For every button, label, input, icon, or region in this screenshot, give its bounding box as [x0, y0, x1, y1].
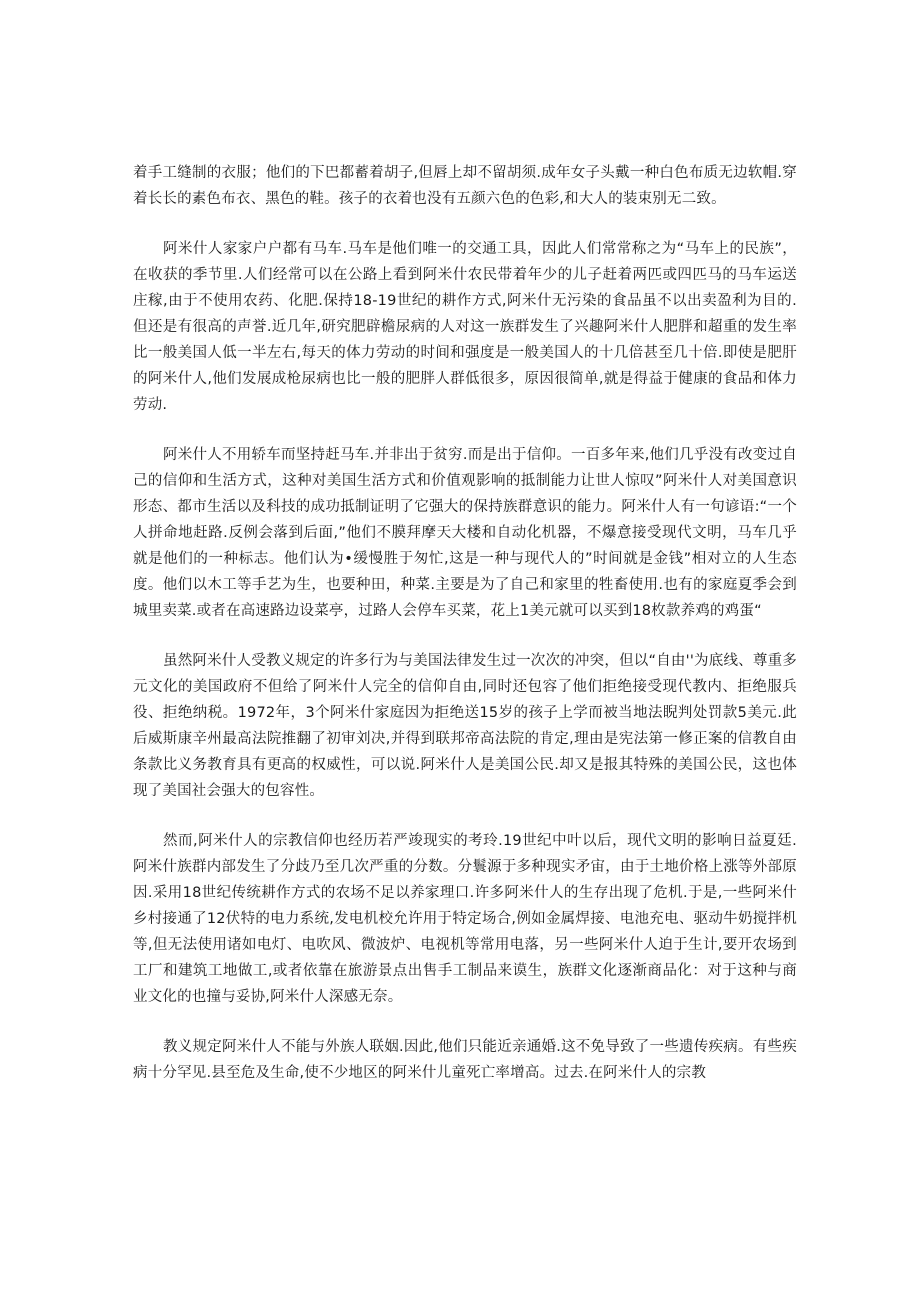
paragraph-6: 教义规定阿米什人不能与外族人联姻.因此,他们只能近亲通婚.这不免导致了一些遗传疾病。有些疾病十分罕见.县至危及生命,使不少地区的阿米什儿童死亡率增高。过去.在阿米什人的宗教 — [133, 1039, 797, 1081]
paragraph-1: 着手工缝制的衣服；他们的下巴都蓄着胡子,但唇上却不留胡须.成年女子头戴一种白色布质无边软帽.穿着长长的素色布衣、黑色的鞋。孩子的衣着也没有五颜六色的色彩,和大人的装束别无二致。 — [133, 165, 797, 207]
document-body — [133, 160, 797, 1086]
paragraph-2: 阿米什人家家户户都有马车.马车是他们唯一的交通工具，因此人们常常称之为“马车上的民族”，在收获的季节里.人们经常可以在公路上看到阿米什农民带着年少的儿子赶着两匹或四匹马的马车运送庄稼,由于不使用农药、化肥.保持18-19世纪的耕作方式,阿米什无污染的食品虽不以出卖盈利为目的.但还是有很高的声誉.近几年,研究肥辟檐尿病的人对这一族群发生了兴趣阿米什人肥胖和超重的发生率比一般美国人低一半左右,每天的体力劳动的时间和强度是一般美国人的十几倍甚至几十倍.即使是肥肝的阿米什人,他们发展成枪尿病也比一般的肥胖人群低很多，原因很简单,就是得益于健康的食品和体力劳动. — [133, 241, 797, 413]
paragraph-3: 阿米什人不用轿车而坚持赶马车.并非出于贫穷.而是出于信仰。一百多年来,他们几乎没有改变过自己的信仰和生活方式，这种对美国生活方式和价值观影响的抵制能力让世人惊叹”阿米什人对美国意识形态、都市生活以及科技的成功抵制证明了它强大的保持族群意识的能力。阿米什人有一句谚语:“一个人拼命地赶路.反例会落到后面,”他们不膜拜摩天大楼和自动化机器，不爆意接受现代文明，马车几乎就是他们的一种标志。他们认为•缓慢胜于匆忙,这是一种与现代人的”时间就是金钱”相对立的人生态度。他们以木工等手艺为生，也要种田，种菜.主要是为了自己和家里的牲畜使用.也有的家庭夏季会到城里卖菜.或者在高速路边设菜亭，过路人会停车买菜，花上1美元就可以买到18枚款养鸡的鸡蛋“ — [133, 447, 797, 619]
paragraph-4: 虽然阿米什人受教义规定的许多行为与美国法律发生过一次次的冲突，但以“自由''为底线、尊重多元文化的美国政府不但给了阿米什人完全的信仰自由,同时还包容了他们拒绝接受现代教内、拒绝服兵役、拒绝纳税。1972年，3个阿米什家庭因为拒绝送15岁的孩子上学而被当地法睨判处罚款5美元.此后威斯康辛州最高法院推翻了初审刘决,并得到联邦帝高法院的肯定,理由是宪法第一修正案的信教自由条款比义务教育具有更高的权威性，可以说.阿米什人是美国公民.却又是报其特殊的美国公民，这也体现了美国社会强大的包容性。 — [133, 653, 797, 799]
paragraph-5: 然而,阿米什人的宗教信仰也经历若严竣现实的考玲.19世纪中叶以后，现代文明的影响日益夏廷.阿米什族群内部发生了分歧乃至几次严重的分数。分鬟源于多种现实矛宙，由于土地价格上涨等外部原因.采用18世纪传统耕作方式的农场不足以养家理口.许多阿米什人的生存出现了危机.于是,一些阿米什乡村接通了12伏特的电力系统,发电机校允许用于特定场合,例如金属焊接、电池充电、驱动牛奶搅拌机等,但无法使用诸如电灯、电吹风、微波炉、电视机等常用电落，另一些阿米什人迫于生计,要开农场到工厂和建筑工地做工,或者依靠在旅游景点出售手工制品来谟生，族群文化逐渐商品化：对于这种与商业文化的也撞与妥协,阿米什人深感无奈。 — [133, 833, 797, 1005]
